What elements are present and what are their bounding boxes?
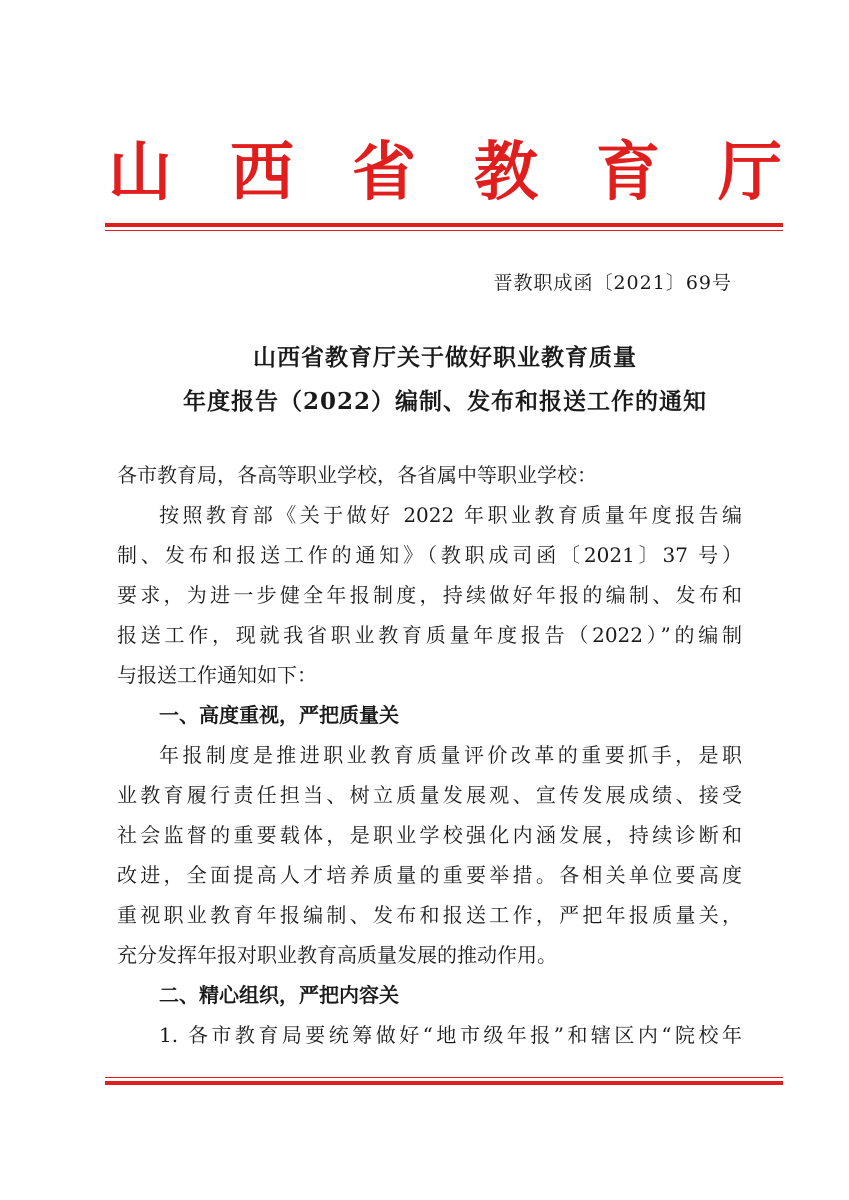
paragraph-line: 年报制度是推进职业教育质量评价改革的重要抓手，是职 [159,743,742,767]
document-title [105,336,785,424]
masthead-char: 西 [230,135,294,210]
title-line-1: 山西省教育厅关于做好职业教育质量 [253,344,637,371]
paragraph-line: 社会监督的重要载体，是职业学校强化内涵发展，持续诊断和 [117,823,742,847]
footer-divider [105,1077,783,1085]
paragraph-line: 改进，全面提高人才培养质量的重要举措。各相关单位要高度 [117,863,742,887]
divider-thin-line [105,1077,783,1078]
masthead-char: 教 [474,135,538,210]
paragraph-line: 要求，为进一步健全年报制度，持续做好年报的编制、发布和 [117,583,742,607]
paragraph-line: 重视职业教育年报编制、发布和报送工作，严把年报质量关， [117,903,742,927]
divider-thick-line [105,223,783,227]
section-heading-2: 二、精心组织，严把内容关 [159,983,399,1007]
list-item-1: 1. 各市教育局要统筹做好“地市级年报”和辖区内“院校年 [159,1023,742,1047]
paragraph-line: 制、发布和报送工作的通知》（教职成司函〔2021〕37 号） [117,543,742,567]
masthead-char: 育 [596,135,660,210]
masthead-char: 山 [108,135,172,210]
document-body [117,455,742,1055]
paragraph-line: 报送工作，现就我省职业教育质量年度报告（2022）”的编制 [117,623,742,647]
divider-thick-line [105,1081,783,1085]
masthead-char: 省 [352,135,416,210]
paragraph-line: 业教育履行责任担当、树立质量发展观、宣传发展成绩、接受 [117,783,742,807]
paragraph-line: 充分发挥年报对职业教育高质量发展的推动作用。 [117,943,557,967]
paragraph-line: 与报送工作通知如下： [117,663,317,687]
divider-thin-line [105,230,783,231]
masthead [105,128,785,218]
masthead-char: 厅 [718,135,782,210]
document-number: 晋教职成函〔2021〕69号 [493,272,732,294]
salutation: 各市教育局，各高等职业学校，各省属中等职业学校： [117,463,597,487]
section-heading-1: 一、高度重视，严把质量关 [159,703,399,727]
paragraph-line: 按照教育部《关于做好 2022 年职业教育质量年度报告编 [159,503,742,527]
masthead-divider [105,223,783,231]
title-line-2: 年度报告（2022）编制、发布和报送工作的通知 [182,388,707,415]
